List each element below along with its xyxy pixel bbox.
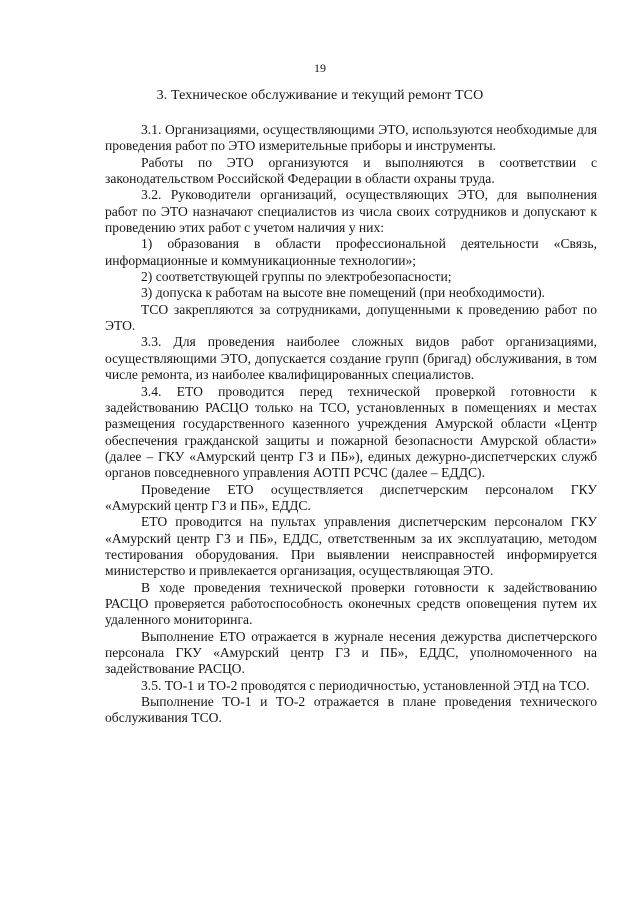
- paragraph-3-1: 3.1. Организациями, осуществляющими ЭТО, используются необходимые для проведения работ по ЭТО измерительные приборы и инструменты.: [105, 122, 597, 154]
- paragraph-3-2: 3.2. Руководители организаций, осуществляющих ЭТО, для выполнения работ по ЭТО назначают специалистов из числа своих сотрудников и допускают к проведению этих работ с учетом наличия у них:: [105, 187, 597, 236]
- paragraph-labor-safety: Работы по ЭТО организуются и выполняются в соответствии с законодательством Российской Федерации в области охраны труда.: [105, 154, 597, 187]
- paragraph-3-5: 3.5. ТО-1 и ТО-2 проводятся с периодичностью, установленной ЭТД на ТСО.: [141, 677, 590, 693]
- list-item-1: 1) образования в области профессиональной деятельности «Связь, информационные и коммуникационные технологии»;: [105, 236, 597, 268]
- paragraph-readiness-check: В ходе проведения технической проверки готовности к задействованию РАСЦО проверяется работоспособность оконечных средств оповещения путем их удаленного мониторинга.: [105, 579, 597, 628]
- paragraph-3-4: 3.4. ЕТО проводится перед технической проверкой готовности к задействованию РАСЦО только на ТСО, установленных в помещениях и местах размещения государственного казенного учреждения Амурской области «Центр обеспечения гражданской защиты и пожарной безопасности Амурской области» (далее – ГКУ «Амурский центр ГЗ и ПБ»), единых дежурно-диспетчерских служб органов повседневного управления АОТП РСЧС (далее – ЕДДС).: [105, 383, 597, 481]
- list-item-3: 3) допуска к работам на высоте вне помещений (при необходимости).: [141, 285, 546, 301]
- section-heading: 3. Техническое обслуживание и текущий ремонт ТСО: [156, 88, 484, 103]
- paragraph-eto-method: ЕТО проводится на пультах управления диспетчерским персоналом ГКУ «Амурский центр ГЗ и ПБ», ЕДДС, ответственным за их эксплуатацию, методом тестирования оборудования. При выявлении неисправностей информируется министерство и привлекается организация, осуществляющая ЭТО.: [105, 514, 597, 579]
- paragraph-to-plan: Выполнение ТО-1 и ТО-2 отражается в плане проведения технического обслуживания ТСО.: [105, 694, 597, 726]
- paragraph-tso-assignment: ТСО закрепляются за сотрудниками, допущенными к проведению работ по ЭТО.: [105, 301, 597, 334]
- paragraph-3-3: 3.3. Для проведения наиболее сложных видов работ организациями, осуществляющими ЭТО, допускается создание групп (бригад) обслуживания, в том числе ремонта, из наиболее квалифицированных специалистов.: [105, 334, 597, 383]
- paragraph-eto-journal: Выполнение ЕТО отражается в журнале несения дежурства диспетчерского персонала ГКУ «Амурский центр ГЗ и ПБ», ЕДДС, уполномоченного на задействование РАСЦО.: [105, 628, 597, 677]
- page-number: 19: [314, 61, 326, 75]
- section-body: [105, 122, 597, 727]
- paragraph-eto-personnel: Проведение ЕТО осуществляется диспетчерским персоналом ГКУ «Амурский центр ГЗ и ПБ», ЕДДС.: [105, 481, 597, 513]
- list-item-2: 2) соответствующей группы по электробезопасности;: [141, 269, 452, 285]
